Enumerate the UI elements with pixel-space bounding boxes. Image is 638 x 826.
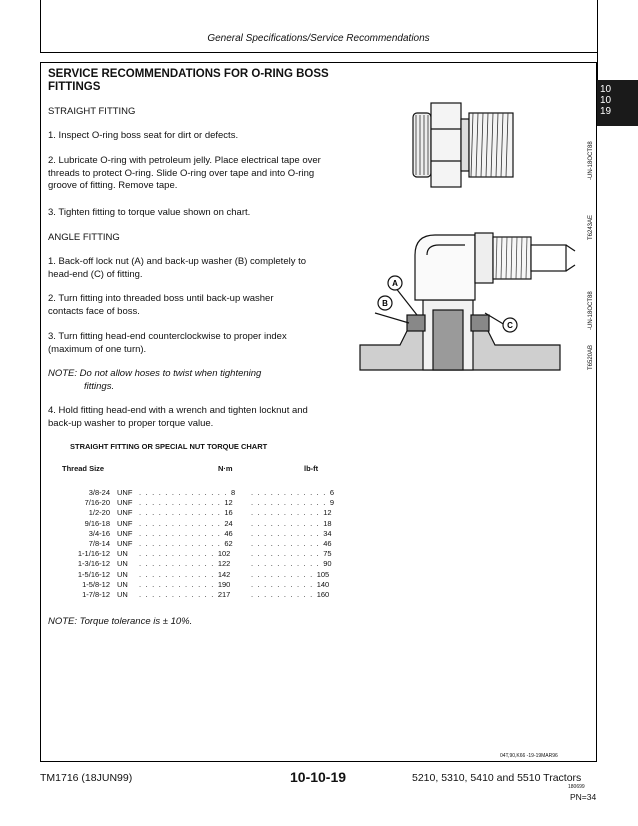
nm-value: 190: [217, 579, 231, 589]
lbft-cell: [251, 488, 349, 498]
lbft-cell: [251, 580, 349, 590]
thread-type-cell: UNF: [117, 488, 133, 497]
thread-type-cell: UNF: [117, 518, 133, 528]
thread-type-cell: UNF: [117, 508, 133, 518]
footer-date-code: 180699: [568, 784, 585, 790]
thread-size-cell: 7/16-20: [84, 498, 110, 508]
leader-dots: . . . . . . . . . . .: [251, 508, 324, 518]
thread-type-cell: UNF: [117, 528, 133, 538]
callout-b: B: [382, 299, 388, 308]
thread-size-cell: 1-1/16-12: [77, 549, 110, 559]
leader-dots: . . . . . . . . . . .: [251, 549, 324, 559]
nm-cell: [139, 549, 251, 559]
lbft-value: 46: [323, 539, 332, 549]
figure-code-top: T6243AE: [588, 214, 594, 240]
straight-heading: STRAIGHT FITTING: [48, 106, 136, 117]
lbft-cell: [251, 519, 349, 529]
table-row: [58, 529, 349, 539]
straight-step-3: 3. Tighten fitting to torque value shown on chart.: [48, 207, 251, 218]
nm-cell: [139, 529, 251, 539]
table-row: [58, 590, 349, 600]
table-row: [58, 498, 349, 508]
nm-value: 217: [217, 590, 231, 600]
lbft-value: 90: [323, 559, 332, 569]
nm-cell: [139, 539, 251, 549]
col-nm: N·m: [218, 464, 233, 473]
table-row: [58, 519, 349, 529]
thread-size-cell: 1-7/8-12: [82, 590, 110, 600]
lbft-cell: [251, 590, 349, 600]
note-tolerance: NOTE: Torque tolerance is ± 10%.: [48, 616, 193, 627]
table-row: [58, 570, 349, 580]
lbft-value: 9: [329, 498, 334, 508]
lbft-cell: [251, 508, 349, 518]
thread-size-cell: 9/16-18: [84, 518, 110, 528]
leader-dots: . . . . . . . . . . . . .: [139, 498, 225, 508]
footer-manual: TM1716 (18JUN99): [40, 772, 133, 784]
lbft-cell: [251, 529, 349, 539]
table-row: [58, 559, 349, 569]
nm-cell: [139, 590, 251, 600]
leader-dots: . . . . . . . . . . . .: [139, 579, 218, 589]
footer-models: 5210, 5310, 5410 and 5510 Tractors: [412, 772, 582, 784]
lbft-value: 105: [316, 569, 330, 579]
leader-dots: . . . . . . . . . . .: [251, 559, 324, 569]
running-header: General Specifications/Service Recommendations: [207, 33, 430, 44]
lbft-value: 160: [316, 590, 330, 600]
lbft-cell: [251, 559, 349, 569]
straight-fitting-illustration: [405, 95, 540, 195]
lbft-value: 75: [323, 549, 332, 559]
leader-dots: . . . . . . . . . . . . .: [139, 539, 225, 549]
note-hoses-line-2: fittings.: [84, 380, 115, 392]
figure-code-bottom: T6520AB: [588, 344, 594, 370]
leader-dots: . . . . . . . . . . . . .: [139, 508, 225, 518]
leader-dots: . . . . . . . . . . . .: [139, 549, 218, 559]
col-thread-size: Thread Size: [62, 464, 105, 473]
straight-step-1: 1. Inspect O-ring boss seat for dirt or defects.: [48, 130, 239, 141]
callout-a: A: [392, 279, 398, 288]
lbft-value: 6: [329, 488, 334, 497]
leader-dots: . . . . . . . . . . .: [251, 539, 324, 549]
leader-dots: . . . . . . . . . . .: [251, 528, 324, 538]
figure-date-bottom: -UN-18OCT88: [588, 291, 594, 330]
nm-value: 102: [217, 549, 231, 559]
leader-dots: . . . . . . . . . .: [251, 590, 317, 600]
nm-value: 62: [224, 539, 233, 549]
angle-step-3: 3. Turn fitting head-end counterclockwise to proper index (maximum of one turn).: [48, 331, 287, 355]
thread-type-cell: UN: [117, 549, 128, 559]
nm-value: 46: [224, 528, 233, 538]
table-row: [58, 580, 349, 590]
table-row: [58, 508, 349, 518]
section-tab-text: 10 10 19: [600, 84, 612, 117]
thread-type-cell: UNF: [117, 539, 133, 549]
angle-step-1: 1. Back-off lock nut (A) and back-up washer (B) completely to head-end (C) of fitting.: [48, 256, 307, 280]
note-hoses-line-1: NOTE: Do not allow hoses to twist when tightening: [48, 368, 262, 379]
table-row: [58, 549, 349, 559]
leader-dots: . . . . . . . . . . . . .: [139, 518, 225, 528]
thread-type-cell: UN: [117, 559, 128, 569]
thread-size-cell: 3/4-16: [88, 528, 110, 538]
nm-cell: [139, 498, 251, 508]
leader-dots: . . . . . . . . . .: [251, 569, 317, 579]
leader-dots: . . . . . . . . . . . . .: [139, 528, 225, 538]
nm-cell: [139, 488, 251, 498]
footer-ref: 04T,90,K66 -19-19MAR96: [500, 753, 558, 759]
lbft-cell: [251, 570, 349, 580]
note-hoses: [48, 368, 318, 393]
thread-type-cell: UN: [117, 590, 128, 600]
nm-cell: [139, 559, 251, 569]
thread-size-cell: 1/2-20: [88, 508, 110, 518]
nm-value: 12: [224, 498, 233, 508]
leader-dots: . . . . . . . . . . .: [251, 518, 324, 528]
col-lbft: lb-ft: [304, 464, 319, 473]
lbft-cell: [251, 498, 349, 508]
lbft-value: 140: [316, 579, 330, 589]
lbft-cell: [251, 539, 349, 549]
lbft-value: 18: [323, 518, 332, 528]
leader-dots: . . . . . . . . . . . .: [139, 590, 218, 600]
angle-heading: ANGLE FITTING: [48, 232, 120, 243]
leader-dots: . . . . . . . . . .: [251, 579, 317, 589]
nm-value: 16: [224, 508, 233, 518]
table-row: [58, 539, 349, 549]
torque-table: [58, 488, 349, 600]
angle-step-2: 2. Turn fitting into threaded boss until back-up washer contacts face of boss.: [48, 293, 274, 317]
straight-step-2: 2. Lubricate O-ring with petroleum jelly. Place electrical tape over threads to protect O-ring. Slide O-ring over tape and into O-ring groove of fitting. Remove tape.: [48, 155, 321, 191]
figure-date-top: -UN-18OCT88: [588, 141, 594, 180]
nm-value: 142: [217, 569, 231, 579]
nm-cell: [139, 519, 251, 529]
leader-dots: . . . . . . . . . . . .: [251, 498, 330, 508]
header-bottom-rule: [40, 52, 597, 53]
nm-cell: [139, 508, 251, 518]
thread-size-cell: 1-5/16-12: [77, 569, 110, 579]
footer-pn: PN=34: [570, 792, 597, 802]
nm-cell: [139, 580, 251, 590]
thread-type-cell: UN: [117, 569, 128, 579]
nm-value: 122: [217, 559, 231, 569]
thread-size-cell: 3/8-24: [88, 488, 110, 497]
thread-type-cell: UN: [117, 579, 128, 589]
leader-dots: . . . . . . . . . . . . . .: [139, 488, 231, 497]
table-row: [58, 488, 349, 498]
callout-c: C: [507, 321, 513, 330]
leader-dots: . . . . . . . . . . . .: [139, 559, 218, 569]
footer-page-number: 10-10-19: [290, 769, 347, 785]
thread-size-cell: 7/8-14: [88, 539, 110, 549]
torque-chart-title: STRAIGHT FITTING OR SPECIAL NUT TORQUE CHART: [70, 442, 268, 451]
lbft-value: 12: [323, 508, 332, 518]
thread-size-cell: 1-3/16-12: [77, 559, 110, 569]
header-left-rule: [40, 0, 41, 52]
angle-fitting-illustration: [355, 215, 580, 385]
leader-dots: . . . . . . . . . . . .: [139, 569, 218, 579]
lbft-value: 34: [323, 528, 332, 538]
thread-size-cell: 1-5/8-12: [82, 579, 110, 589]
section-title: SERVICE RECOMMENDATIONS FOR O-RING BOSS FITTINGS: [48, 68, 329, 93]
leader-dots: . . . . . . . . . . . .: [251, 488, 330, 497]
lbft-cell: [251, 549, 349, 559]
nm-value: 24: [224, 518, 233, 528]
thread-type-cell: UNF: [117, 498, 133, 508]
nm-cell: [139, 570, 251, 580]
nm-value: 8: [230, 488, 236, 497]
angle-step-4: 4. Hold fitting head-end with a wrench and tighten locknut and back-up washer to proper torque value.: [48, 405, 308, 429]
